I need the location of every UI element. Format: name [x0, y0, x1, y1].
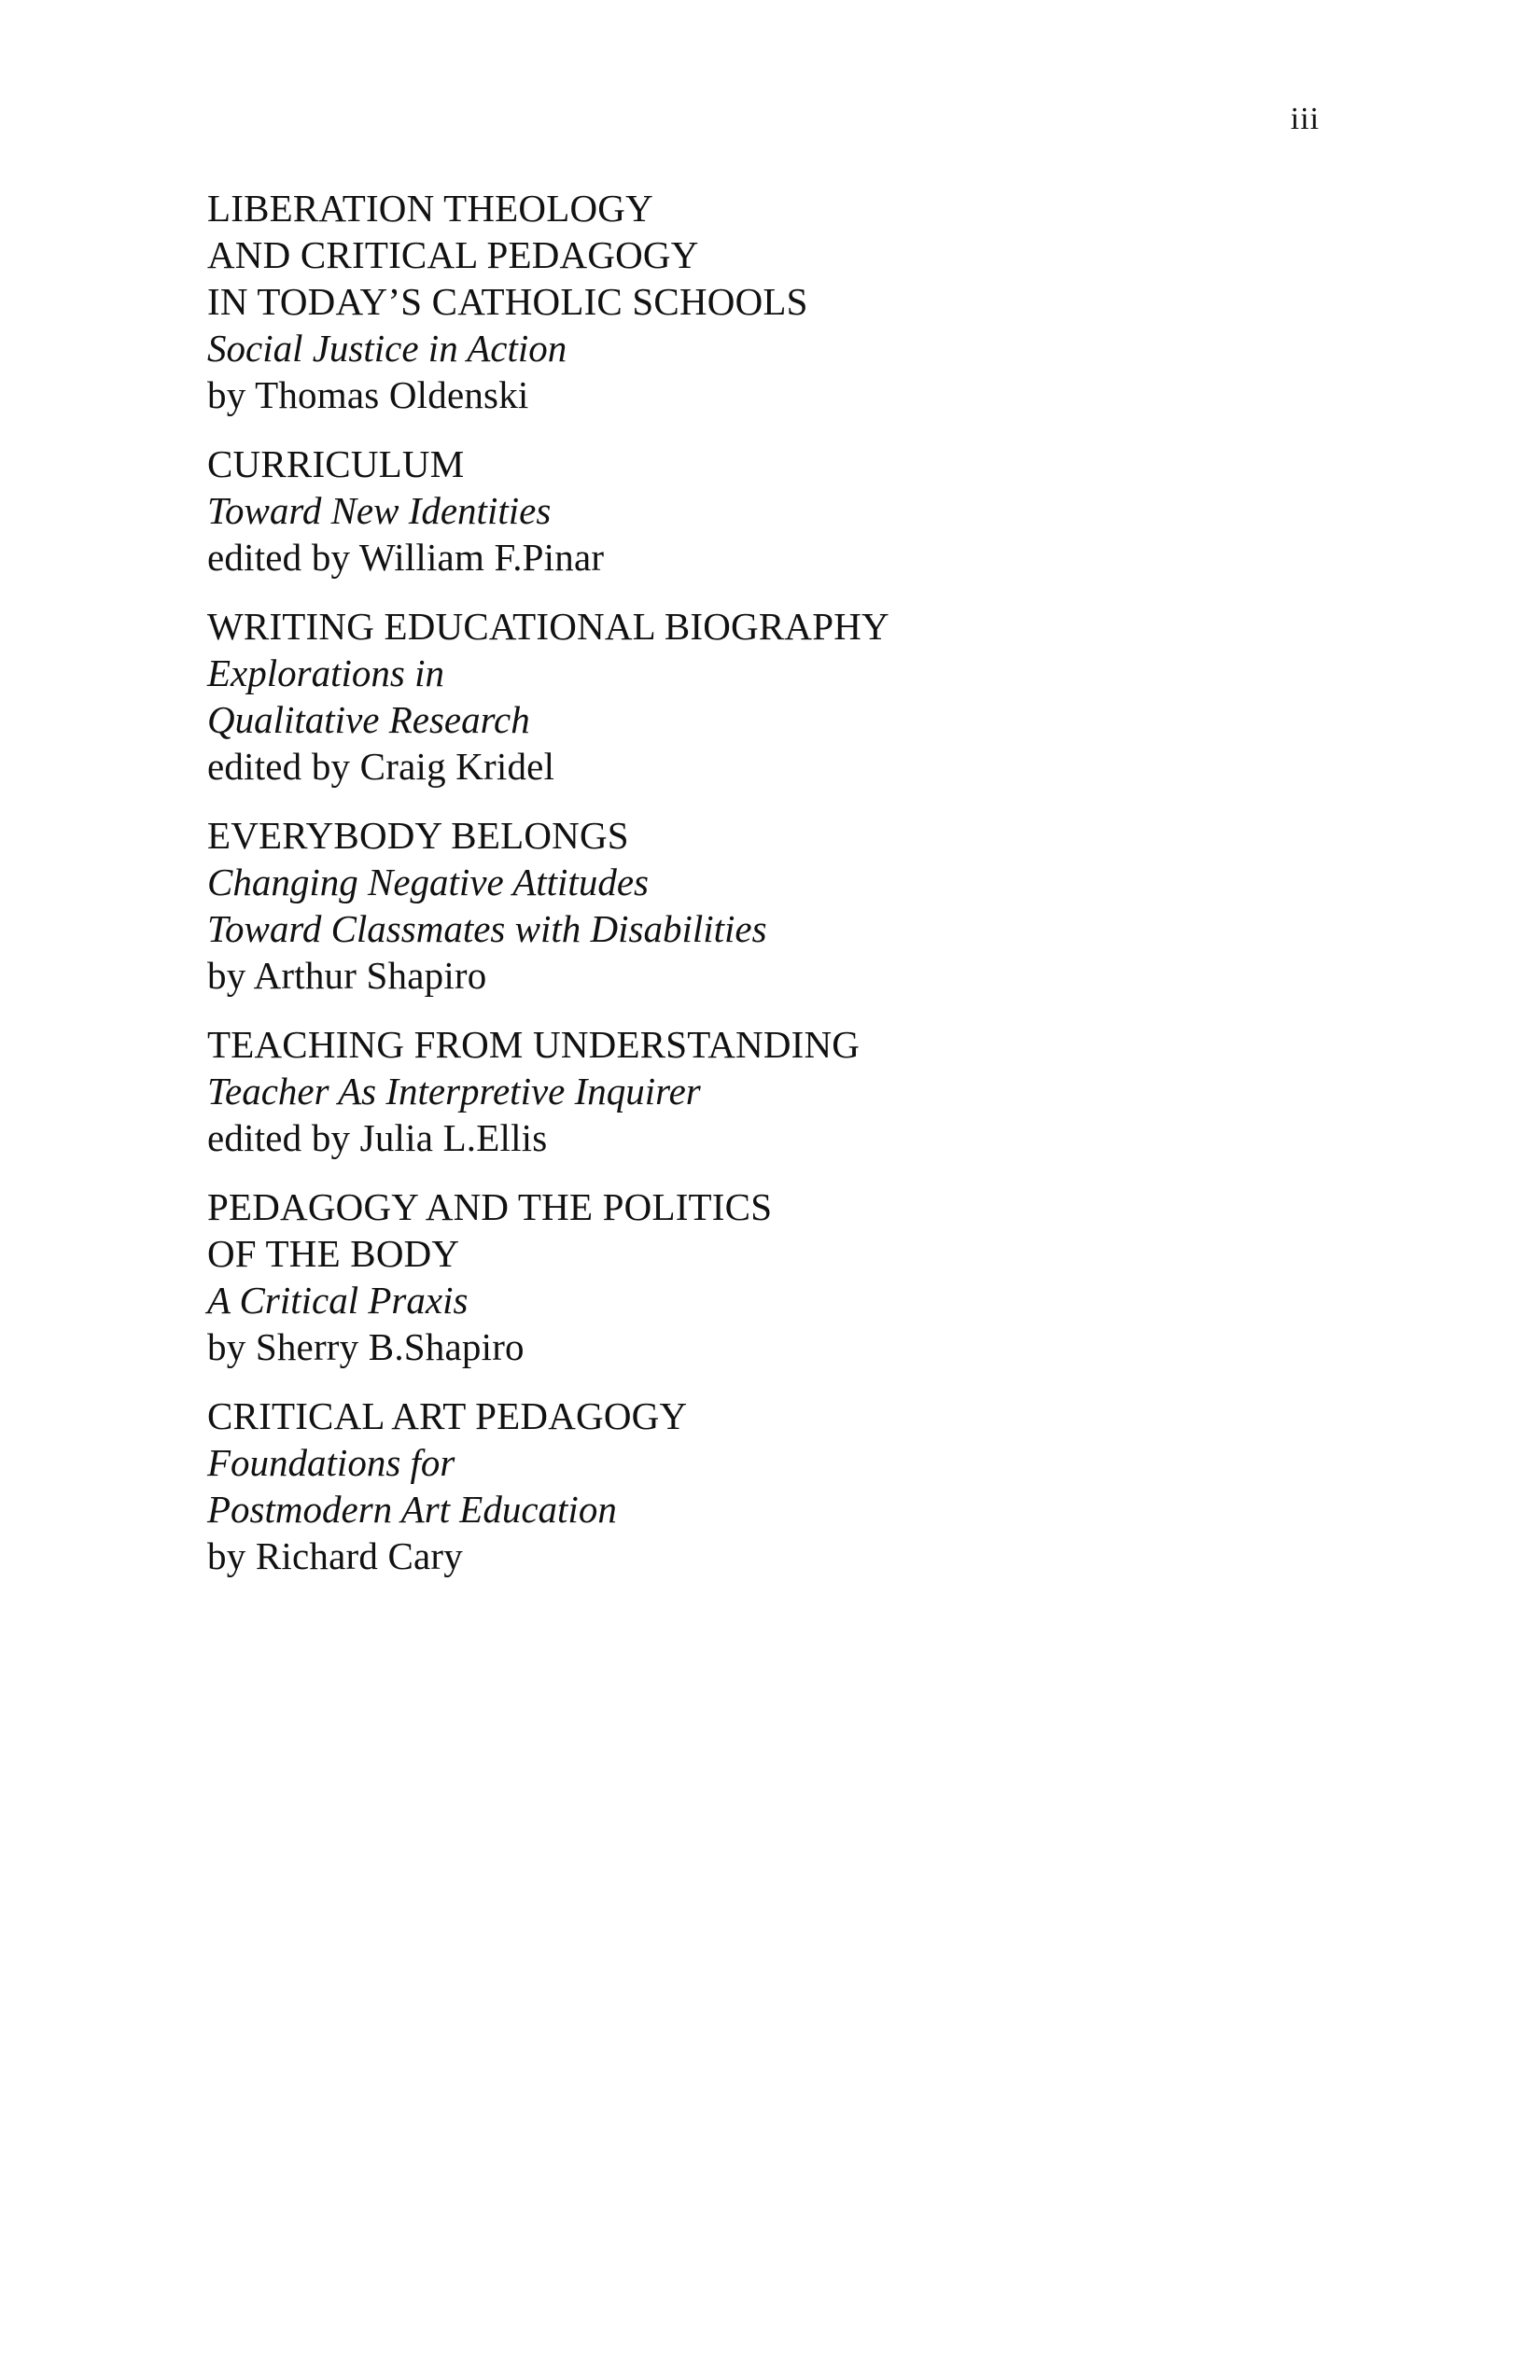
book-subtitle-line: Teacher As Interpretive Inquirer [207, 1070, 701, 1113]
book-subtitle-line: Toward Classmates with Disabilities [207, 907, 767, 950]
book-subtitle-line: A Critical Praxis [207, 1279, 469, 1322]
book-entry [207, 1393, 1327, 1579]
book-entry [207, 812, 1327, 999]
book-entry [207, 1021, 1327, 1161]
book-author: by Sherry B.Shapiro [207, 1325, 525, 1368]
book-subtitle-line: Postmodern Art Education [207, 1488, 617, 1531]
book-title-line: AND CRITICAL PEDAGOGY [207, 233, 699, 276]
book-title-line: LIBERATION THEOLOGY [207, 187, 653, 230]
book-subtitle-line: Qualitative Research [207, 698, 530, 741]
book-entry [207, 185, 1327, 418]
book-subtitle-line: Foundations for [207, 1441, 455, 1484]
book-title-line: PEDAGOGY AND THE POLITICS [207, 1185, 773, 1228]
book-title-line: TEACHING FROM UNDERSTANDING [207, 1023, 861, 1066]
book-title-line: OF THE BODY [207, 1232, 460, 1275]
book-author: by Arthur Shapiro [207, 954, 487, 997]
book-entry [207, 441, 1327, 581]
book-author: edited by Julia L.Ellis [207, 1116, 548, 1159]
book-title-line: IN TODAY’S CATHOLIC SCHOOLS [207, 280, 808, 323]
book-title-line: WRITING EDUCATIONAL BIOGRAPHY [207, 605, 889, 648]
book-title-line: CRITICAL ART PEDAGOGY [207, 1394, 688, 1437]
book-subtitle-line: Changing Negative Attitudes [207, 861, 649, 903]
page-number: iii [1290, 102, 1320, 136]
book-author: by Richard Cary [207, 1534, 463, 1577]
book-author: edited by Craig Kridel [207, 745, 555, 788]
book-title-line: CURRICULUM [207, 442, 465, 485]
book-entry [207, 1183, 1327, 1370]
book-subtitle-line: Explorations in [207, 651, 444, 694]
book-subtitle-line: Social Justice in Action [207, 327, 567, 370]
book-title-line: EVERYBODY BELONGS [207, 814, 629, 857]
book-subtitle-line: Toward New Identities [207, 489, 552, 532]
book-entry [207, 603, 1327, 790]
book-author: edited by William F.Pinar [207, 536, 605, 579]
book-list [207, 185, 1327, 1602]
book-author: by Thomas Oldenski [207, 373, 529, 416]
